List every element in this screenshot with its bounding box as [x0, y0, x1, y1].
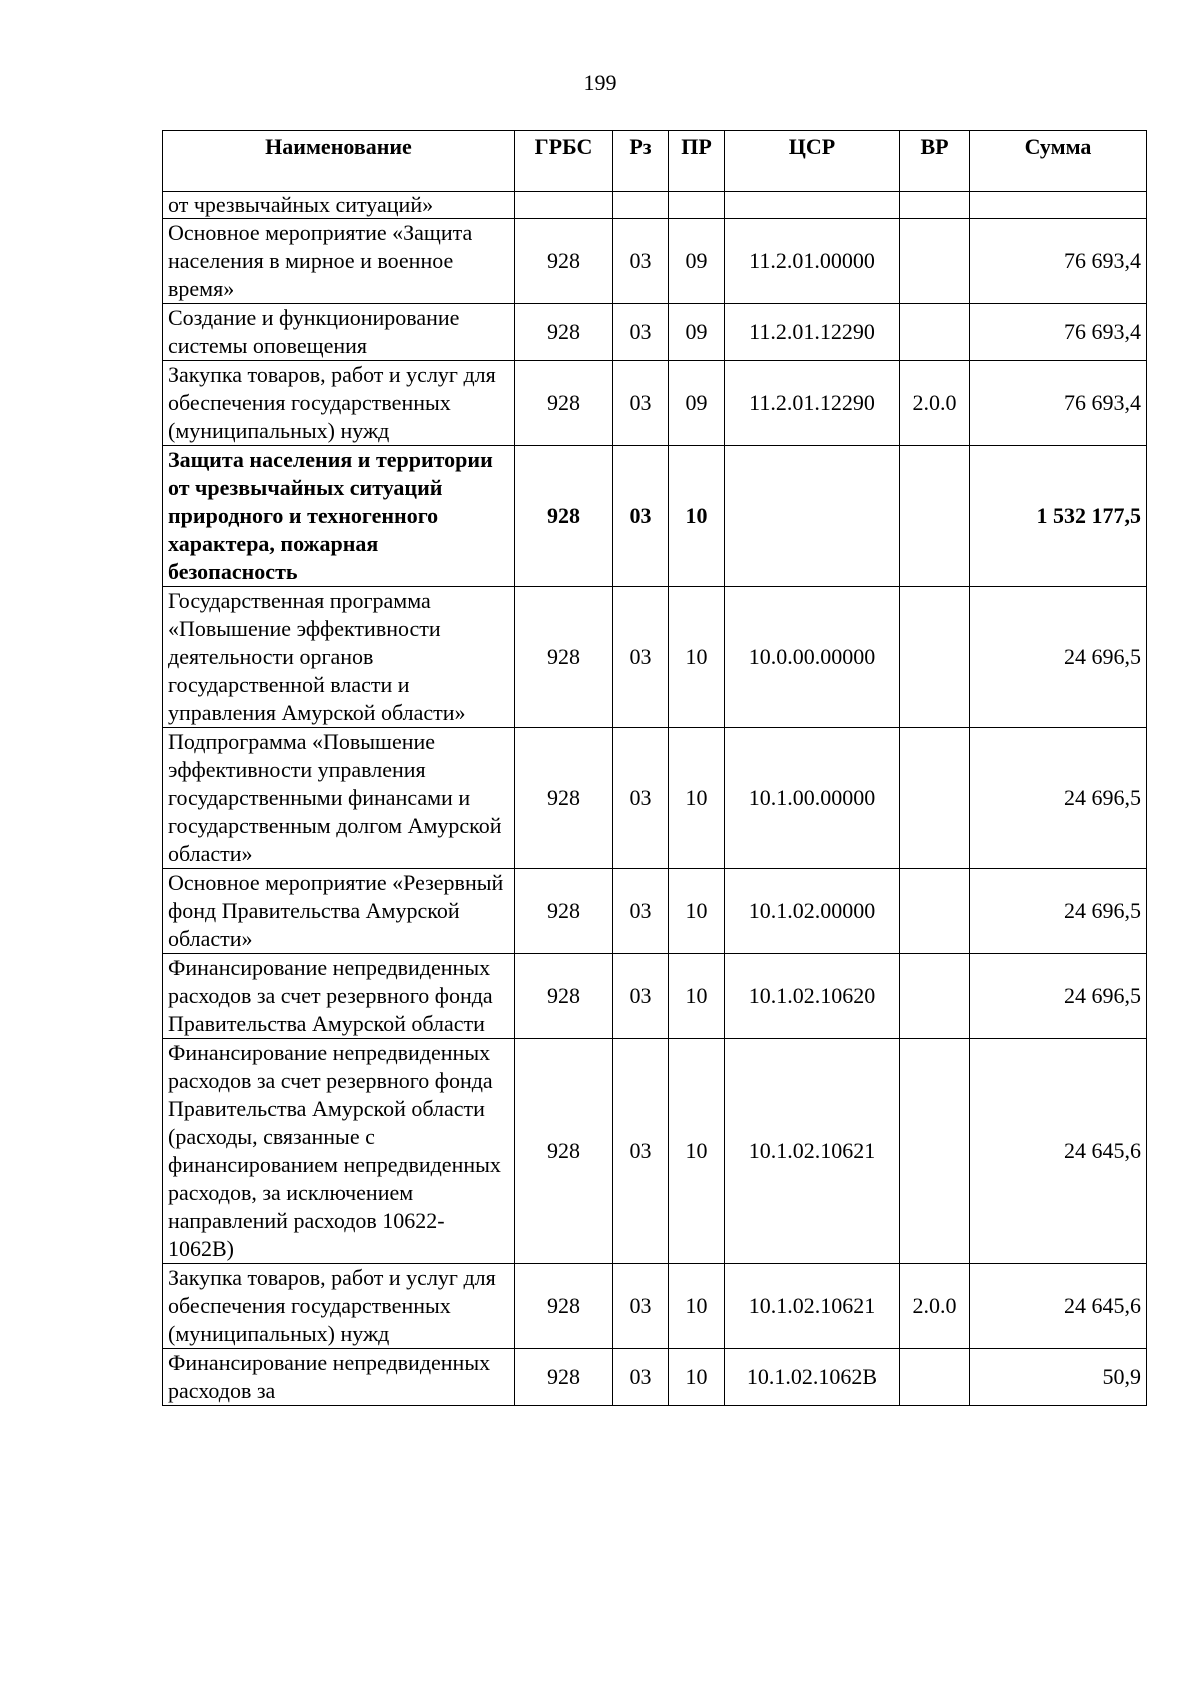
cell-vr — [900, 446, 970, 587]
cell-pr: 10 — [669, 1039, 725, 1264]
table-row-section — [163, 446, 1147, 587]
cell-vr — [900, 587, 970, 728]
cell-csr: 10.1.02.1062В — [725, 1349, 900, 1406]
cell-rz: 03 — [613, 446, 669, 587]
cell-name: Закупка товаров, работ и услуг для обеспечения государственных (муниципальных) нужд — [163, 361, 515, 446]
header-sum: Сумма — [970, 131, 1147, 192]
cell-grbs: 928 — [515, 361, 613, 446]
cell-rz: 03 — [613, 1039, 669, 1264]
cell-grbs: 928 — [515, 728, 613, 869]
header-csr: ЦСР — [725, 131, 900, 192]
header-rz: Рз — [613, 131, 669, 192]
cell-rz: 03 — [613, 219, 669, 304]
cell-csr: 10.0.00.00000 — [725, 587, 900, 728]
cell-name: Защита населения и территории от чрезвычайных ситуаций природного и техногенного характера, пожарная безопасность — [163, 446, 515, 587]
cell-name: Закупка товаров, работ и услуг для обеспечения государственных (муниципальных) нужд — [163, 1264, 515, 1349]
cell-grbs — [515, 192, 613, 219]
cell-grbs: 928 — [515, 954, 613, 1039]
header-row — [163, 131, 1147, 192]
table-row — [163, 1039, 1147, 1264]
table-row — [163, 954, 1147, 1039]
cell-csr: 10.1.02.10620 — [725, 954, 900, 1039]
cell-csr: 10.1.00.00000 — [725, 728, 900, 869]
cell-pr: 09 — [669, 304, 725, 361]
cell-name: Государственная программа «Повышение эффективности деятельности органов государственной власти и управления Амурской области» — [163, 587, 515, 728]
cell-vr — [900, 954, 970, 1039]
cell-sum — [970, 192, 1147, 219]
cell-csr — [725, 446, 900, 587]
cell-vr: 2.0.0 — [900, 1264, 970, 1349]
cell-name: Создание и функционирование системы оповещения — [163, 304, 515, 361]
header-pr: ПР — [669, 131, 725, 192]
cell-rz: 03 — [613, 587, 669, 728]
cell-sum: 76 693,4 — [970, 361, 1147, 446]
header-vr: ВР — [900, 131, 970, 192]
cell-csr: 11.2.01.12290 — [725, 304, 900, 361]
cell-grbs: 928 — [515, 304, 613, 361]
cell-vr — [900, 192, 970, 219]
table-row — [163, 587, 1147, 728]
cell-rz — [613, 192, 669, 219]
cell-name: от чрезвычайных ситуаций» — [163, 192, 515, 219]
cell-pr: 10 — [669, 1264, 725, 1349]
cell-rz: 03 — [613, 869, 669, 954]
cell-sum: 24 696,5 — [970, 587, 1147, 728]
cell-name: Основное мероприятие «Защита населения в мирное и военное время» — [163, 219, 515, 304]
cell-name: Основное мероприятие «Резервный фонд Правительства Амурской области» — [163, 869, 515, 954]
cell-vr — [900, 869, 970, 954]
cell-sum: 24 696,5 — [970, 728, 1147, 869]
cell-rz: 03 — [613, 1264, 669, 1349]
cell-sum: 76 693,4 — [970, 304, 1147, 361]
cell-vr — [900, 728, 970, 869]
cell-pr: 10 — [669, 728, 725, 869]
cell-sum: 76 693,4 — [970, 219, 1147, 304]
cell-pr: 10 — [669, 446, 725, 587]
cell-csr: 10.1.02.10621 — [725, 1264, 900, 1349]
cell-vr — [900, 1349, 970, 1406]
cell-sum: 50,9 — [970, 1349, 1147, 1406]
cell-sum: 24 645,6 — [970, 1264, 1147, 1349]
header-name: Наименование — [163, 131, 515, 192]
cell-grbs: 928 — [515, 1039, 613, 1264]
table-row — [163, 1264, 1147, 1349]
cell-vr — [900, 1039, 970, 1264]
cell-name: Финансирование непредвиденных расходов за — [163, 1349, 515, 1406]
cell-sum: 24 645,6 — [970, 1039, 1147, 1264]
table-row — [163, 1349, 1147, 1406]
cell-pr: 10 — [669, 1349, 725, 1406]
cell-vr — [900, 304, 970, 361]
table-row — [163, 361, 1147, 446]
cell-name: Подпрограмма «Повышение эффективности управления государственными финансами и государственным долгом Амурской области» — [163, 728, 515, 869]
cell-pr: 09 — [669, 219, 725, 304]
cell-vr — [900, 219, 970, 304]
cell-rz: 03 — [613, 954, 669, 1039]
cell-csr: 11.2.01.12290 — [725, 361, 900, 446]
cell-rz: 03 — [613, 1349, 669, 1406]
cell-csr: 10.1.02.10621 — [725, 1039, 900, 1264]
table-row — [163, 869, 1147, 954]
cell-pr: 09 — [669, 361, 725, 446]
cell-sum: 24 696,5 — [970, 869, 1147, 954]
cell-rz: 03 — [613, 304, 669, 361]
budget-table — [162, 130, 1147, 1406]
cell-grbs: 928 — [515, 1264, 613, 1349]
cell-rz: 03 — [613, 361, 669, 446]
cell-grbs: 928 — [515, 219, 613, 304]
table-row — [163, 192, 1147, 219]
cell-grbs: 928 — [515, 869, 613, 954]
cell-pr: 10 — [669, 869, 725, 954]
cell-csr: 11.2.01.00000 — [725, 219, 900, 304]
cell-pr — [669, 192, 725, 219]
table-row — [163, 219, 1147, 304]
header-grbs: ГРБС — [515, 131, 613, 192]
cell-csr — [725, 192, 900, 219]
cell-grbs: 928 — [515, 1349, 613, 1406]
cell-grbs: 928 — [515, 587, 613, 728]
cell-rz: 03 — [613, 728, 669, 869]
cell-pr: 10 — [669, 587, 725, 728]
cell-sum: 24 696,5 — [970, 954, 1147, 1039]
cell-csr: 10.1.02.00000 — [725, 869, 900, 954]
table-row — [163, 304, 1147, 361]
cell-name: Финансирование непредвиденных расходов за счет резервного фонда Правительства Амурской области — [163, 954, 515, 1039]
cell-grbs: 928 — [515, 446, 613, 587]
table-row — [163, 728, 1147, 869]
cell-sum: 1 532 177,5 — [970, 446, 1147, 587]
cell-name: Финансирование непредвиденных расходов за счет резервного фонда Правительства Амурской области (расходы, связанные с финансированием непредвиденных расходов, за исключением направлений расходов 10622-1062В) — [163, 1039, 515, 1264]
cell-pr: 10 — [669, 954, 725, 1039]
page-number: 199 — [583, 70, 617, 95]
cell-vr: 2.0.0 — [900, 361, 970, 446]
